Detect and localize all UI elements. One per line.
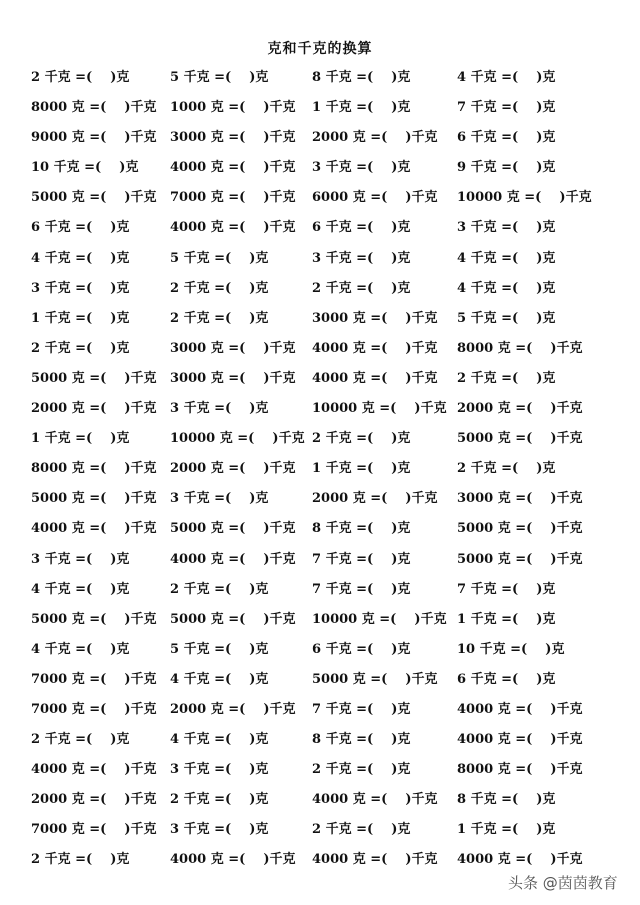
exercise-item: 4000 克 =( )千克	[457, 732, 583, 748]
exercise-row	[0, 369, 640, 399]
exercise-item: 6 千克 =( )克	[457, 671, 556, 687]
exercise-row	[0, 610, 640, 640]
exercise-row	[0, 128, 640, 158]
exercise-item: 8 千克 =( )克	[312, 521, 411, 537]
exercise-row	[0, 730, 640, 760]
exercise-item: 5000 克 =( )千克	[457, 431, 583, 447]
exercise-item: 1 千克 =( )克	[457, 611, 556, 627]
exercise-item: 5 千克 =( )克	[170, 70, 269, 85]
exercise-row	[0, 580, 640, 610]
watermark: 头条 @茵茵教育	[508, 874, 618, 892]
exercise-item: 9 千克 =( )克	[457, 160, 556, 176]
exercise-row	[0, 158, 640, 188]
exercise-row	[0, 279, 640, 309]
exercise-row	[0, 249, 640, 279]
exercise-item: 7 千克 =( )克	[312, 581, 411, 597]
exercise-item: 8000 克 =( )千克	[457, 340, 583, 356]
exercise-item: 4000 克 =( )千克	[312, 792, 438, 808]
exercise-item: 1 千克 =( )克	[457, 822, 556, 838]
exercise-row	[0, 98, 640, 128]
exercise-item: 5000 克 =( )千克	[31, 611, 157, 627]
exercise-item: 8 千克 =( )克	[312, 70, 411, 85]
exercise-item: 7 千克 =( )克	[457, 100, 556, 116]
exercise-item: 4000 克 =( )千克	[31, 762, 157, 778]
exercise-item: 7 千克 =( )克	[312, 701, 411, 717]
exercise-item: 3 千克 =( )克	[170, 401, 269, 417]
exercise-item: 10 千克 =( )克	[31, 160, 139, 176]
exercise-item: 4 千克 =( )克	[170, 671, 269, 687]
exercise-item: 1 千克 =( )克	[31, 310, 130, 326]
exercise-item: 5000 克 =( )千克	[31, 370, 157, 386]
exercise-item: 3 千克 =( )克	[31, 551, 130, 567]
exercise-row	[0, 68, 640, 98]
exercise-item: 5000 克 =( )千克	[31, 491, 157, 507]
exercise-item: 2 千克 =( )克	[457, 461, 556, 477]
worksheet-title: 克和千克的换算	[267, 41, 373, 57]
exercise-item: 4000 克 =( )千克	[170, 160, 296, 176]
exercise-row	[0, 309, 640, 339]
exercise-item: 5000 克 =( )千克	[457, 521, 583, 537]
exercise-item: 2 千克 =( )克	[170, 310, 269, 326]
exercise-item: 7000 克 =( )千克	[31, 671, 157, 687]
exercise-item: 6 千克 =( )克	[31, 220, 130, 236]
exercise-item: 1000 克 =( )千克	[170, 100, 296, 116]
exercise-item: 2000 克 =( )千克	[312, 130, 438, 146]
exercise-item: 5 千克 =( )克	[170, 641, 269, 657]
exercise-item: 3000 克 =( )千克	[457, 491, 583, 507]
exercise-item: 4000 克 =( )千克	[312, 340, 438, 356]
exercise-item: 10 千克 =( )克	[457, 641, 565, 657]
exercise-item: 3000 克 =( )千克	[170, 370, 296, 386]
exercise-row	[0, 339, 640, 369]
exercise-item: 1 千克 =( )克	[312, 100, 411, 116]
exercise-item: 5000 克 =( )千克	[457, 551, 583, 567]
exercise-item: 3 千克 =( )克	[312, 250, 411, 266]
exercise-row	[0, 820, 640, 850]
exercise-item: 2000 克 =( )千克	[31, 792, 157, 808]
exercise-item: 2 千克 =( )克	[312, 280, 411, 296]
exercise-row	[0, 459, 640, 489]
exercise-item: 4 千克 =( )克	[457, 70, 556, 85]
exercise-row	[0, 519, 640, 549]
exercise-item: 4 千克 =( )克	[170, 732, 269, 748]
exercise-item: 4000 克 =( )千克	[31, 521, 157, 537]
exercise-item: 2000 克 =( )千克	[457, 401, 583, 417]
exercise-item: 4 千克 =( )克	[31, 641, 130, 657]
exercise-item: 3000 克 =( )千克	[170, 130, 296, 146]
exercise-item: 7 千克 =( )克	[312, 551, 411, 567]
exercise-item: 9000 克 =( )千克	[31, 130, 157, 146]
exercise-item: 2 千克 =( )克	[31, 340, 130, 356]
exercise-item: 3 千克 =( )克	[170, 491, 269, 507]
exercise-item: 3 千克 =( )克	[170, 822, 269, 838]
exercise-item: 7000 克 =( )千克	[31, 701, 157, 717]
exercise-item: 2 千克 =( )克	[457, 370, 556, 386]
exercise-item: 3000 克 =( )千克	[170, 340, 296, 356]
exercise-row	[0, 760, 640, 790]
exercise-item: 3 千克 =( )克	[312, 160, 411, 176]
exercise-item: 4000 克 =( )千克	[457, 852, 583, 868]
exercise-row	[0, 640, 640, 670]
exercise-item: 2 千克 =( )克	[31, 70, 130, 85]
exercise-item: 2 千克 =( )克	[31, 852, 130, 868]
exercise-row	[0, 790, 640, 820]
exercise-item: 4000 克 =( )千克	[170, 220, 296, 236]
exercise-item: 2000 克 =( )千克	[31, 401, 157, 417]
exercise-item: 1 千克 =( )克	[312, 461, 411, 477]
exercise-item: 4000 克 =( )千克	[457, 701, 583, 717]
exercise-item: 2000 克 =( )千克	[170, 461, 296, 477]
exercise-item: 10000 克 =( )千克	[312, 611, 447, 627]
exercise-row	[0, 700, 640, 730]
exercise-row	[0, 550, 640, 580]
exercise-row	[0, 399, 640, 429]
exercise-item: 3 千克 =( )克	[457, 220, 556, 236]
exercise-item: 1 千克 =( )克	[31, 431, 130, 447]
exercise-item: 3000 克 =( )千克	[312, 310, 438, 326]
exercise-item: 4 千克 =( )克	[457, 250, 556, 266]
exercise-item: 2 千克 =( )克	[312, 762, 411, 778]
exercise-item: 2000 克 =( )千克	[170, 701, 296, 717]
exercise-row	[0, 429, 640, 459]
exercise-item: 5 千克 =( )克	[457, 310, 556, 326]
exercise-item: 3 千克 =( )克	[170, 762, 269, 778]
exercise-item: 2 千克 =( )克	[170, 280, 269, 296]
exercise-item: 10000 克 =( )千克	[312, 401, 447, 417]
exercise-row	[0, 188, 640, 218]
exercise-item: 4000 克 =( )千克	[312, 852, 438, 868]
exercise-item: 2 千克 =( )克	[170, 792, 269, 808]
exercise-item: 5000 克 =( )千克	[31, 190, 157, 206]
exercise-item: 8000 克 =( )千克	[31, 461, 157, 477]
exercise-item: 5 千克 =( )克	[170, 250, 269, 266]
exercise-item: 10000 克 =( )千克	[170, 431, 305, 447]
exercise-item: 4 千克 =( )克	[31, 250, 130, 266]
exercise-grid	[0, 68, 640, 881]
exercise-item: 10000 克 =( )千克	[457, 190, 592, 206]
exercise-row	[0, 218, 640, 248]
exercise-item: 8000 克 =( )千克	[457, 762, 583, 778]
exercise-item: 2000 克 =( )千克	[312, 491, 438, 507]
exercise-item: 5000 克 =( )千克	[312, 671, 438, 687]
exercise-item: 2 千克 =( )克	[170, 581, 269, 597]
exercise-item: 8000 克 =( )千克	[31, 100, 157, 116]
exercise-item: 2 千克 =( )克	[312, 822, 411, 838]
exercise-item: 5000 克 =( )千克	[170, 611, 296, 627]
exercise-item: 7000 克 =( )千克	[31, 822, 157, 838]
exercise-item: 6000 克 =( )千克	[312, 190, 438, 206]
exercise-item: 8 千克 =( )克	[457, 792, 556, 808]
exercise-item: 4 千克 =( )克	[457, 280, 556, 296]
exercise-item: 4 千克 =( )克	[31, 581, 130, 597]
exercise-item: 8 千克 =( )克	[312, 732, 411, 748]
exercise-item: 3 千克 =( )克	[31, 280, 130, 296]
exercise-item: 6 千克 =( )克	[312, 220, 411, 236]
exercise-item: 4000 克 =( )千克	[312, 370, 438, 386]
exercise-item: 2 千克 =( )克	[312, 431, 411, 447]
exercise-item: 4000 克 =( )千克	[170, 551, 296, 567]
exercise-item: 6 千克 =( )克	[457, 130, 556, 146]
exercise-item: 7 千克 =( )克	[457, 581, 556, 597]
exercise-item: 6 千克 =( )克	[312, 641, 411, 657]
exercise-item: 2 千克 =( )克	[31, 732, 130, 748]
exercise-item: 4000 克 =( )千克	[170, 852, 296, 868]
exercise-row	[0, 489, 640, 519]
exercise-row	[0, 670, 640, 700]
exercise-item: 5000 克 =( )千克	[170, 521, 296, 537]
exercise-item: 7000 克 =( )千克	[170, 190, 296, 206]
